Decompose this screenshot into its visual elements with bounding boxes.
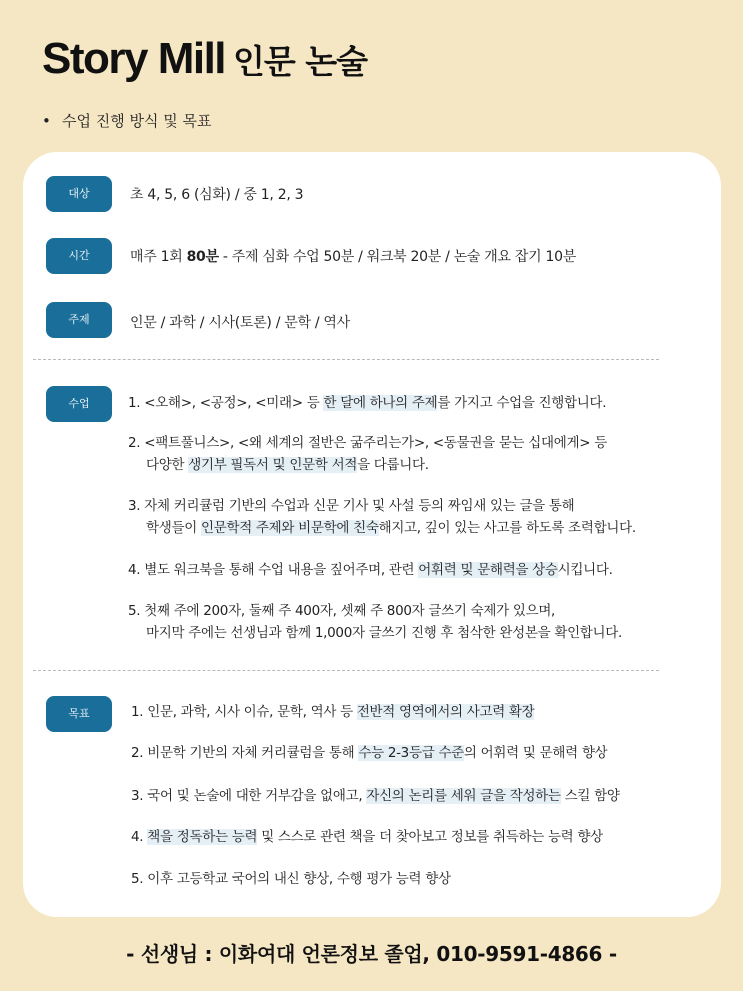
class-item-1: 1. <오해>, <공정>, <미래> 등 한 달에 하나의 주제를 가지고 수업을 진행합니다. — [128, 395, 607, 411]
bullet-icon: • — [42, 112, 51, 130]
class-item-3: 3. 자체 커리큘럼 기반의 수업과 신문 기사 및 사설 등의 짜임새 있는 글을 통해 학생들이 인문학적 주제와 비문학에 친숙해지고, 깊이 있는 사고를 하도록 조력합니다. — [128, 498, 636, 536]
class-item-2: 2. <팩트풀니스>, <왜 세계의 절반은 굶주리는가>, <동물권을 묻는 십대에게> 등 다양한 생기부 필독서 및 인문학 서적을 다룹니다. — [128, 435, 608, 473]
highlight: 한 달에 하나의 주제 — [323, 395, 438, 411]
subtitle-text: 수업 진행 방식 및 목표 — [62, 112, 212, 130]
target-text: 초 4, 5, 6 (심화) / 중 1, 2, 3 — [130, 187, 304, 203]
time-text: 매주 1회 80분 - 주제 심화 수업 50분 / 워크북 20분 / 논술 개요 잡기 10분 — [130, 249, 576, 265]
highlight: 자신의 논리를 세워 글을 작성하는 — [366, 788, 561, 804]
highlight: 생기부 필독서 및 인문학 서적 — [188, 457, 358, 473]
badge-goal: 목표 — [46, 696, 112, 732]
title-english: Story Mill — [42, 34, 226, 83]
badge-target: 대상 — [46, 176, 112, 212]
goal-item-2: 2. 비문학 기반의 자체 커리큘럼을 통해 수능 2-3등급 수준의 어휘력 및 문해력 향상 — [131, 745, 608, 761]
goal-item-5: 5. 이후 고등학교 국어의 내신 향상, 수행 평가 능력 향상 — [131, 871, 451, 887]
topic-text: 인문 / 과학 / 시사(토론) / 문학 / 역사 — [130, 315, 350, 331]
highlight: 어휘력 및 문해력을 상승 — [418, 562, 558, 578]
time-bold: 80분 — [186, 249, 219, 265]
badge-class: 수업 — [46, 386, 112, 422]
class-item-4: 4. 별도 워크북을 통해 수업 내용을 짚어주며, 관련 어휘력 및 문해력을 상승시킵니다. — [128, 562, 613, 578]
highlight: 책을 정독하는 능력 — [147, 829, 258, 845]
info-card — [23, 152, 721, 917]
section-subtitle — [42, 110, 211, 131]
title-korean: 인문 논술 — [233, 42, 368, 81]
goal-item-4: 4. 책을 정독하는 능력 및 스스로 관련 책을 더 찾아보고 정보를 취득하는 능력 향상 — [131, 829, 603, 845]
goal-item-1: 1. 인문, 과학, 시사 이슈, 문학, 역사 등 전반적 영역에서의 사고력 확장 — [131, 704, 535, 720]
highlight: 전반적 영역에서의 사고력 확장 — [356, 704, 535, 720]
highlight: 인문학적 주제와 비문학에 친숙 — [200, 520, 379, 536]
page-title — [42, 34, 367, 84]
divider — [33, 670, 659, 671]
divider — [33, 359, 659, 360]
highlight: 수능 2-3등급 수준 — [358, 745, 464, 761]
footer-contact: - 선생님 : 이화여대 언론정보 졸업, 010-9591-4866 - — [126, 942, 617, 966]
badge-time: 시간 — [46, 238, 112, 274]
class-item-5: 5. 첫째 주에 200자, 둘째 주 400자, 셋째 주 800자 글쓰기 숙제가 있으며, 마지막 주에는 선생님과 함께 1,000자 글쓰기 진행 후 첨삭한 완성본을 확인합니다. — [128, 603, 623, 641]
badge-topic: 주제 — [46, 302, 112, 338]
goal-item-3: 3. 국어 및 논술에 대한 거부감을 없애고, 자신의 논리를 세워 글을 작성하는 스킬 함양 — [131, 788, 620, 804]
